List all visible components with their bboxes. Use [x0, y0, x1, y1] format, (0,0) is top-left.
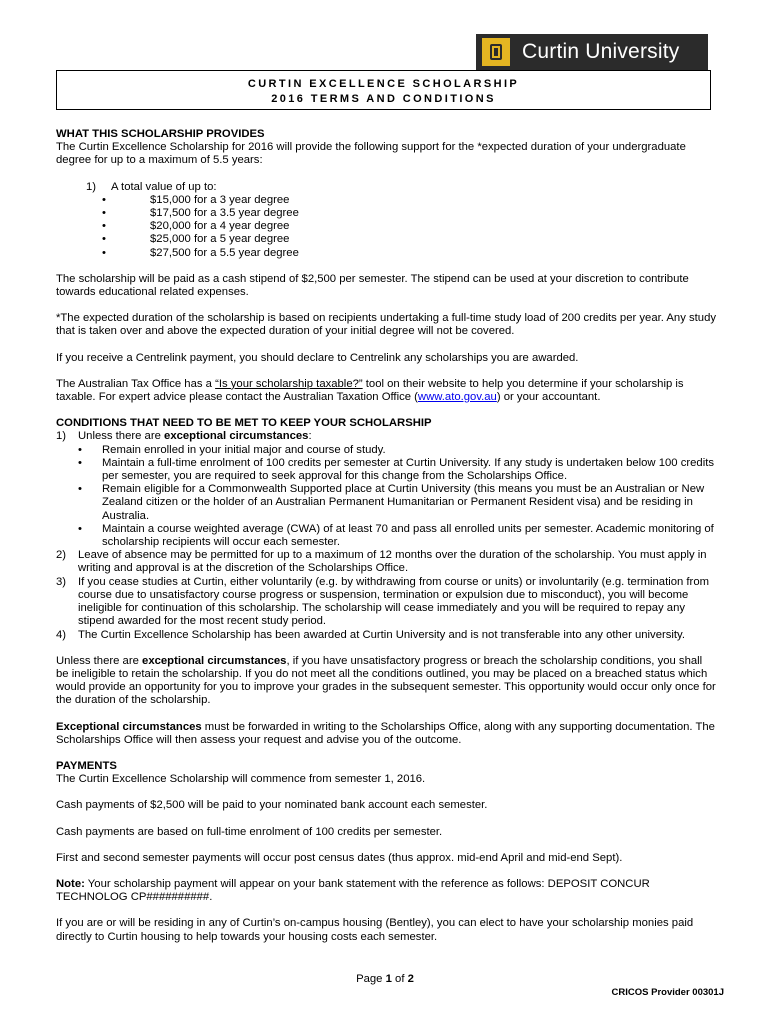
- value-text: $27,500 for a 5.5 year degree: [150, 246, 299, 259]
- payments-housing: If you are or will be residing in any of Curtin’s on-campus housing (Bentley), you can elect to have your scholarship monies paid directly to Curtin housing to help towards your housing costs each semester.: [56, 917, 694, 943]
- curtin-logo: [476, 34, 708, 70]
- condition-bullet-text: Remain eligible for a Commonwealth Supported place at Curtin University (this means you must be an Australian or New Zealand citizen or the holder of an Australian Permanent Humanitarian or Permanent Resident visa) and be residing in Australia.: [102, 483, 705, 522]
- condition-text-part: Unless there are: [78, 430, 165, 443]
- exceptional-text-bold: Exceptional circumstances: [56, 720, 202, 733]
- title-line-2: 2016 TERMS AND CONDITIONS: [271, 92, 496, 105]
- condition-bullet: [78, 483, 716, 523]
- tax-text: The Australian Tax Office has a: [56, 377, 216, 390]
- exceptional-text: must be forwarded in writing to the Scholarships Office, along with any supporting documentation. The Scholarships Office will then assess your request and advise you of the outcome.: [56, 720, 715, 746]
- tax-text: ) or your accountant.: [496, 391, 601, 404]
- note-label: Note:: [56, 877, 85, 890]
- provides-intro: The Curtin Excellence Scholarship for 2016 will provide the following support for the *expected duration of your undergraduate degree for up to a maximum of 5.5 years:: [56, 141, 686, 167]
- note-text: Your scholarship payment will appear on your bank statement with the reference as follows: DEPOSIT CONCUR TECHNOLOG CP##########.: [56, 877, 650, 904]
- condition-item: [56, 629, 716, 642]
- payments-cash: Cash payments of $2,500 will be paid to your nominated bank account each semester.: [56, 799, 488, 812]
- value-bullet: [102, 220, 716, 233]
- tax-text: tool on their website to help you determine if your scholarship is taxable. For expert advice please contact the Australian Taxation Office (: [56, 377, 684, 404]
- expected-duration-paragraph: *The expected duration of the scholarship is based on recipients undertaking a full-time study load of 200 credits per year. Any study that is taken over and above the expected duration of your initial degree will not be covered.: [56, 312, 716, 338]
- condition-text: [78, 430, 716, 443]
- centrelink-paragraph: If you receive a Centrelink payment, you should declare to Centrelink any scholarships you are awarded.: [56, 351, 579, 364]
- exceptional-paragraph: [56, 721, 716, 747]
- page-total: 2: [407, 973, 414, 985]
- page-label: Page: [356, 973, 386, 985]
- provides-heading: WHAT THIS SCHOLARSHIP PROVIDES: [56, 128, 265, 140]
- value-text: $20,000 for a 4 year degree: [150, 220, 290, 233]
- breach-text: Unless there are: [56, 654, 143, 667]
- value-list-header: [66, 181, 716, 194]
- condition-text-bold: exceptional circumstances: [164, 430, 309, 443]
- value-text: $17,500 for a 3.5 year degree: [150, 207, 299, 220]
- condition-item: [56, 549, 716, 575]
- tax-paragraph: [56, 378, 716, 404]
- bullet-icon: •: [78, 443, 82, 456]
- condition-text-part: :: [308, 430, 312, 443]
- payments-commence: The Curtin Excellence Scholarship will commence from semester 1, 2016.: [56, 773, 426, 786]
- value-text: $25,000 for a 5 year degree: [150, 233, 290, 246]
- condition-bullet-text: Remain enrolled in your initial major and course of study.: [102, 443, 386, 456]
- value-list: [86, 180, 716, 260]
- value-bullet: [102, 194, 716, 207]
- condition-text: If you cease studies at Curtin, either voluntarily (e.g. by withdrawing from course or units) or involuntarily (e.g. termination from course due to unsatisfactory course progress or suspension, termination or expulsion due to misconduct), you will become ineligible for continuation of this scholarship. The scholarship will cease immediately and you will be required to repay any stipend awarded for the most recent study period.: [78, 575, 710, 628]
- conditions-heading: CONDITIONS THAT NEED TO BE MET TO KEEP YOUR SCHOLARSHIP: [56, 417, 432, 430]
- bullet-icon: •: [102, 246, 106, 259]
- value-text: $15,000 for a 3 year degree: [150, 193, 290, 206]
- value-bullet: [102, 207, 716, 220]
- breach-text-bold: exceptional circumstances: [142, 654, 287, 667]
- bullet-icon: •: [78, 456, 82, 469]
- value-bullet: [102, 247, 716, 260]
- condition-item: [56, 576, 716, 629]
- cricos-provider: CRICOS Provider 00301J: [611, 987, 724, 998]
- payments-basis: Cash payments are based on full-time enrolment of 100 credits per semester.: [56, 825, 443, 838]
- page-current: 1: [385, 973, 392, 985]
- payments-heading: PAYMENTS: [56, 759, 117, 772]
- value-item-number: 1): [86, 180, 97, 193]
- bullet-icon: •: [78, 522, 82, 535]
- condition-bullet: [78, 444, 716, 457]
- condition-bullet: [78, 523, 716, 549]
- condition-bullet-text: Maintain a full-time enrolment of 100 credits per semester at Curtin University. If any study is undertaken below 100 credits per semester, you are required to seek approval for this change from the Scholarships Office.: [102, 456, 714, 483]
- condition-item: [56, 430, 716, 443]
- condition-bullet: [78, 457, 716, 483]
- payments-timing: First and second semester payments will occur post census dates (thus approx. mid-end April and mid-end Sept).: [56, 851, 623, 864]
- document-title: [56, 70, 711, 110]
- condition-bullet-text: Maintain a course weighted average (CWA) of at least 70 and pass all enrolled units per semester. Academic monitoring of scholarship recipients will occur each semester.: [102, 522, 714, 549]
- condition-number: 1): [56, 430, 67, 443]
- breach-text: , if you have unsatisfactory progress or breach the scholarship conditions, you shall be ineligible to retain the scholarship. If you do not meet all the conditions outlined, you may be placed on a breached status which would provide an opportunity for you to improve your grades in the subsequent semester. This opportunity would occur only once for the duration of the scholarship.: [56, 654, 716, 707]
- condition-text: The Curtin Excellence Scholarship has been awarded at Curtin University and is not transferable into any other university.: [78, 628, 685, 641]
- document-body: [56, 128, 716, 944]
- taxable-tool-link[interactable]: “Is your scholarship taxable?”: [215, 377, 363, 390]
- title-line-1: CURTIN EXCELLENCE SCHOLARSHIP: [247, 78, 520, 90]
- curtin-crest-icon: [482, 38, 510, 66]
- value-bullet: [102, 233, 716, 246]
- breach-paragraph: [56, 655, 716, 708]
- stipend-paragraph: The scholarship will be paid as a cash stipend of $2,500 per semester. The stipend can be used at your discretion to contribute towards educational related expenses.: [56, 272, 689, 299]
- bullet-icon: •: [78, 483, 82, 496]
- condition-text: Leave of absence may be permitted for up to a maximum of 12 months over the duration of the scholarship. You must apply in writing and approval is at the discretion of the Scholarships Office.: [78, 549, 707, 575]
- payments-note: [56, 878, 716, 904]
- page-number: [0, 973, 770, 986]
- condition-number: 3): [56, 575, 67, 588]
- condition-number: 2): [56, 549, 67, 562]
- logo-text: Curtin University: [522, 40, 680, 64]
- bullet-icon: •: [102, 233, 106, 246]
- bullet-icon: •: [102, 220, 106, 233]
- condition-number: 4): [56, 628, 67, 641]
- bullet-icon: •: [102, 207, 106, 220]
- ato-website-link[interactable]: www.ato.gov.au: [417, 391, 497, 404]
- value-item-text: A total value of up to:: [111, 180, 217, 193]
- bullet-icon: •: [102, 193, 106, 206]
- page-label: of: [391, 973, 408, 985]
